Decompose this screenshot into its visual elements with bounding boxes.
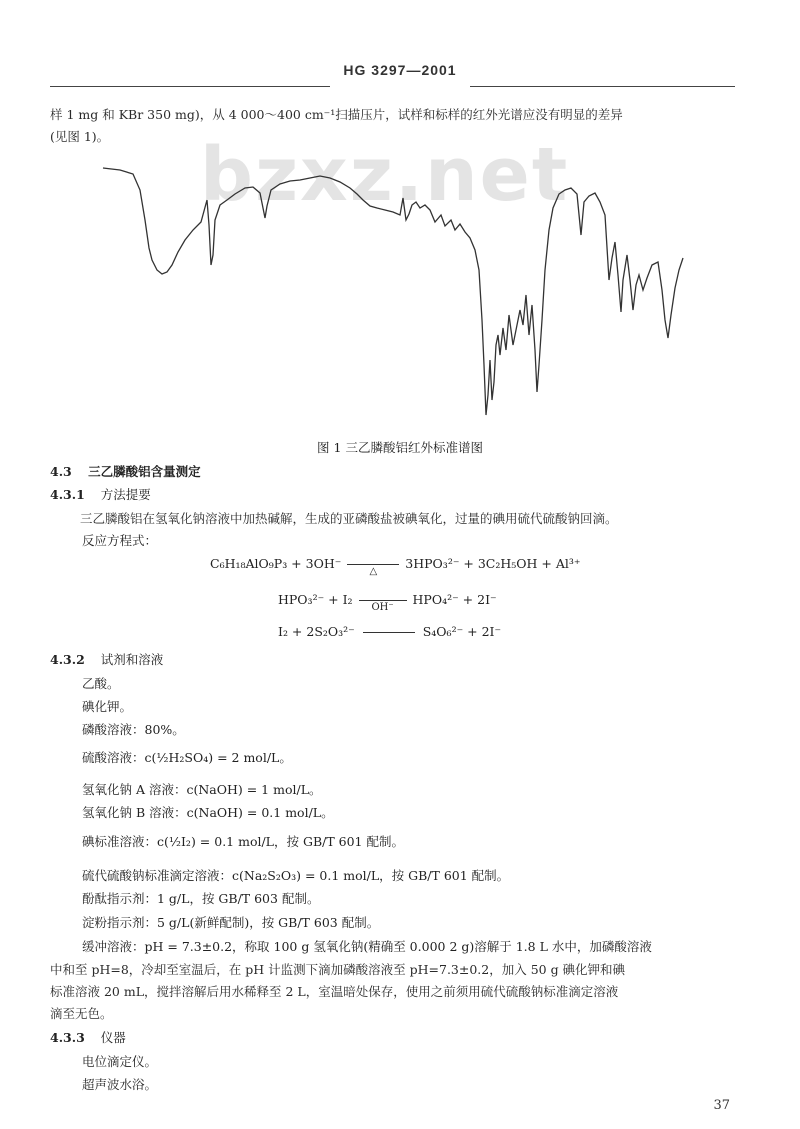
equation-2-left: HPO₃²⁻ + I₂	[278, 592, 353, 607]
equation-1-right: 3HPO₃²⁻ + 3C₂H₅OH + Al³⁺	[405, 556, 581, 571]
equation-3-arrow	[363, 632, 415, 633]
section-title: 三乙膦酸铝含量测定	[88, 464, 201, 479]
reagent-item: 淀粉指示剂：5 g/L(新鲜配制)，按 GB/T 603 配制。	[82, 915, 380, 930]
apparatus-item: 电位滴定仪。	[82, 1054, 158, 1069]
reagent-item: 硫代硫酸钠标准滴定溶液：c(Na₂S₂O₃) = 0.1 mol/L，按 GB/T 601 配制。	[82, 868, 510, 883]
watermark: bzxz.net	[200, 132, 570, 218]
equation-label: 反应方程式：	[82, 533, 158, 548]
page-number: 37	[713, 1098, 730, 1113]
intro-line-1: 样 1 mg 和 KBr 350 mg)，从 4 000～400 cm⁻¹扫描压片，试样和标样的红外光谱应没有明显的差异	[50, 107, 623, 122]
equation-1-condition: △	[369, 566, 378, 577]
equation-1-left: C₆H₁₈AlO₉P₃ + 3OH⁻	[210, 556, 342, 571]
equation-2-right: HPO₄²⁻ + 2I⁻	[412, 592, 497, 607]
subsection-heading-4-3-1	[50, 485, 151, 503]
subsection-heading-4-3-2	[50, 650, 163, 668]
equation-2	[278, 592, 497, 613]
reagent-item: 硫酸溶液：c(½H₂SO₄) = 2 mol/L。	[82, 750, 292, 765]
reagent-item: 碘化钾。	[82, 699, 133, 714]
reagent-item: 氢氧化钠 A 溶液：c(NaOH) = 1 mol/L。	[82, 782, 322, 797]
subsection-title: 试剂和溶液	[100, 652, 164, 667]
equation-1-arrow	[345, 556, 401, 577]
intro-line-2: (见图 1)。	[50, 129, 110, 144]
equation-3-left: I₂ + 2S₂O₃²⁻	[278, 624, 355, 639]
subsection-number: 4.3.1	[50, 487, 85, 502]
reagent-item: 磷酸溶液：80%。	[82, 722, 185, 737]
subsection-heading-4-3-3	[50, 1028, 126, 1046]
buffer-line-1: 缓冲溶液：pH = 7.3±0.2，称取 100 g 氢氧化钠(精确至 0.000 2 g)溶解于 1.8 L 水中，加磷酸溶液	[82, 939, 652, 954]
equation-2-arrow	[357, 592, 409, 613]
standard-code: HG 3297—2001	[343, 62, 457, 78]
equation-1	[210, 556, 581, 577]
equation-3-right: S₄O₆²⁻ + 2I⁻	[422, 624, 502, 639]
buffer-line-2: 中和至 pH=8，冷却至室温后，在 pH 计监测下滴加磷酸溶液至 pH=7.3±0.2，加入 50 g 碘化钾和碘	[50, 962, 626, 977]
subsection-title: 方法提要	[100, 487, 151, 502]
subsection-number: 4.3.3	[50, 1030, 85, 1045]
subsection-title: 仪器	[100, 1030, 126, 1045]
equation-3	[278, 624, 501, 639]
buffer-line-3: 标准溶液 20 mL，搅拌溶解后用水稀释至 2 L，室温暗处保存，使用之前须用硫代硫酸钠标准滴定溶液	[50, 984, 619, 999]
header-rule-left	[50, 86, 330, 87]
subsection-number: 4.3.2	[50, 652, 85, 667]
reagent-item: 酚酞指示剂：1 g/L，按 GB/T 603 配制。	[82, 891, 320, 906]
reagent-item: 乙酸。	[82, 676, 120, 691]
apparatus-item: 超声波水浴。	[82, 1077, 158, 1092]
section-heading	[50, 462, 201, 480]
equation-2-condition: OH⁻	[371, 602, 394, 613]
reagent-item: 氢氧化钠 B 溶液：c(NaOH) = 0.1 mol/L。	[82, 805, 334, 820]
figure-caption: 图 1 三乙膦酸铝红外标准谱图	[317, 440, 483, 455]
header-rule-right	[470, 86, 735, 87]
spectrum-trace	[103, 168, 683, 415]
buffer-line-4: 滴至无色。	[50, 1006, 113, 1021]
method-summary: 三乙膦酸铝在氢氧化钠溶液中加热碱解，生成的亚磷酸盐被碘氧化，过量的碘用硫代硫酸钠回滴。	[80, 511, 618, 526]
section-number: 4.3	[50, 464, 72, 479]
reagent-item: 碘标准溶液：c(½I₂) = 0.1 mol/L，按 GB/T 601 配制。	[82, 834, 404, 849]
ir-spectrum-figure	[95, 160, 695, 425]
